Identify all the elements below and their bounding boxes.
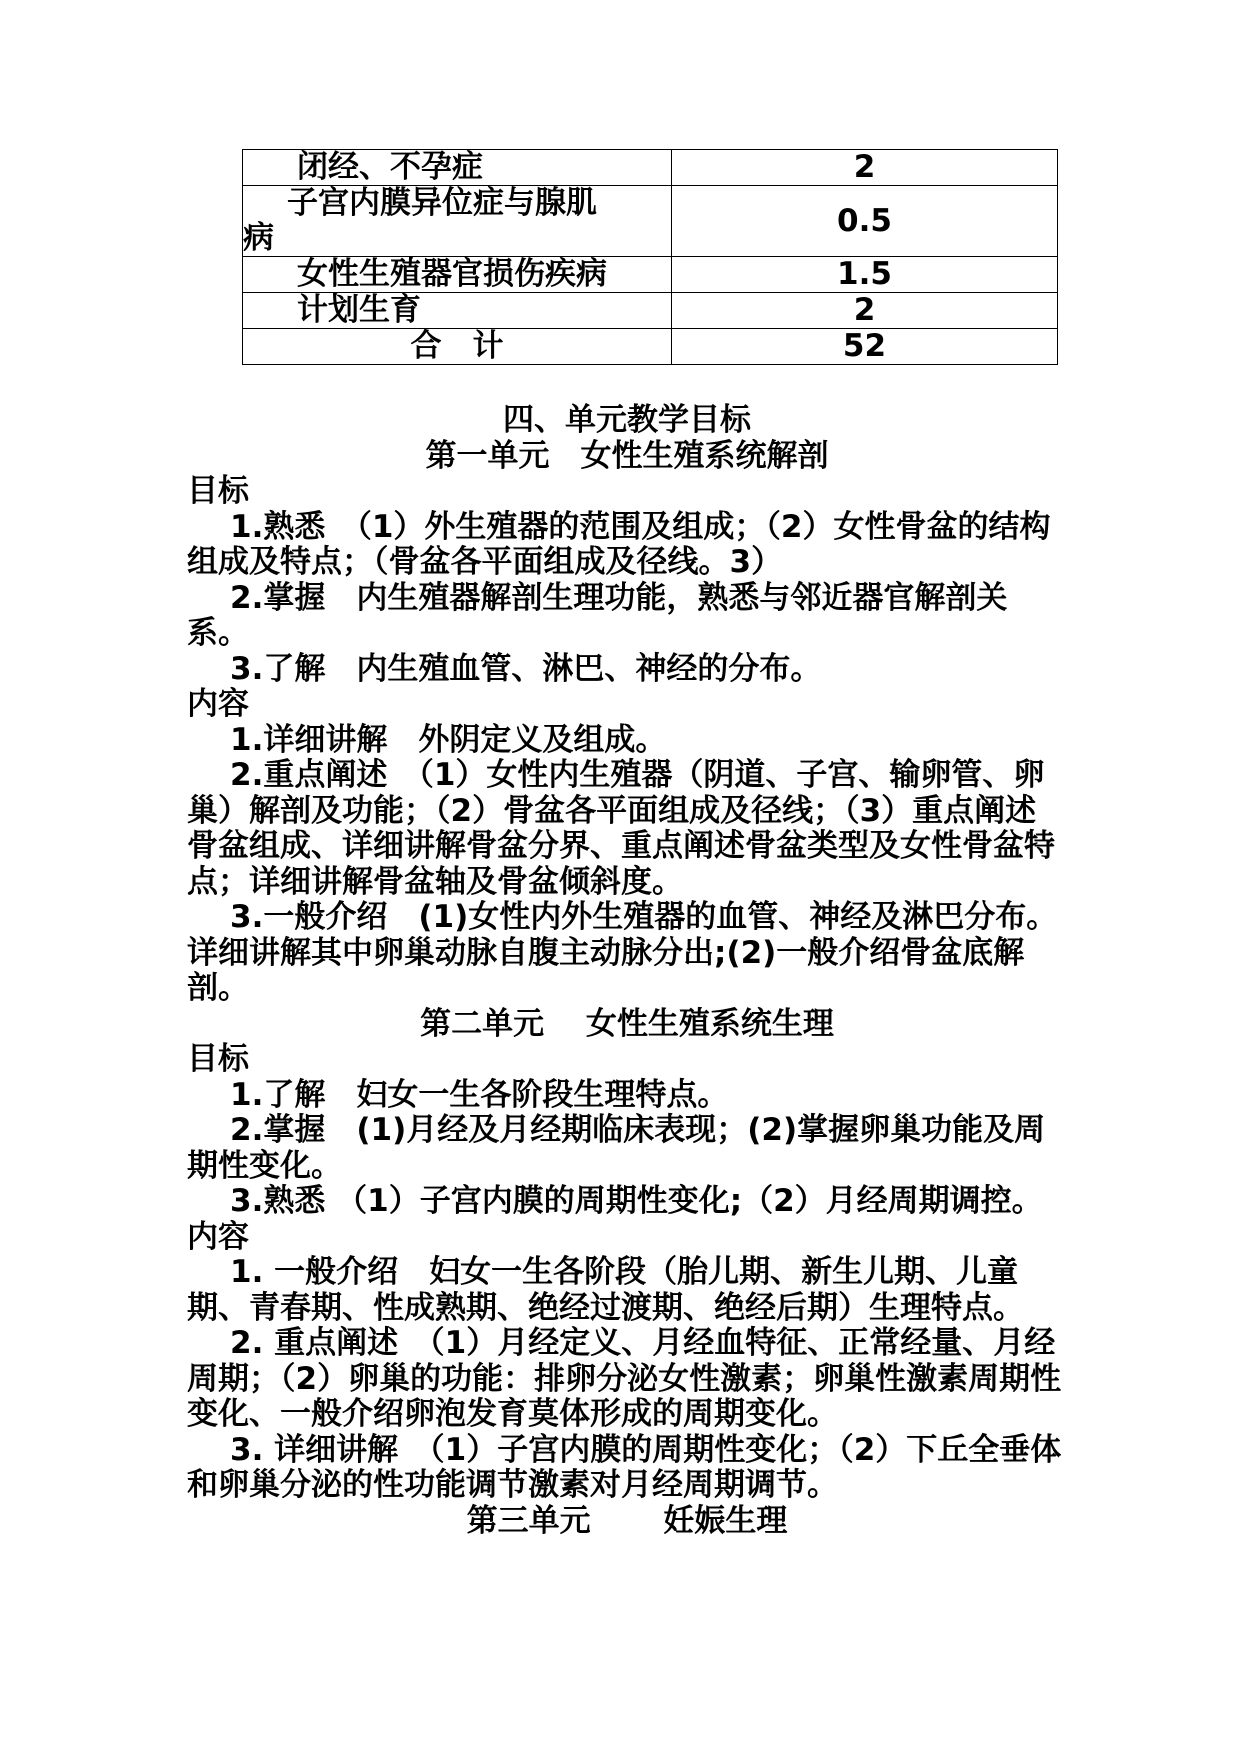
unit2-content-heading: 内容 [187,1218,249,1255]
table-row [243,257,1058,293]
table-cell-total-label: 合 计 [243,329,672,365]
unit1-content-heading: 内容 [187,686,249,722]
table-row [243,150,1058,186]
hours-table [242,149,1058,365]
table-cell-total-hours: 52 [672,329,1058,365]
table-cell-name: 闭经、不孕症 [243,150,672,186]
table-cell-hours: 2 [672,293,1058,329]
unit1-content-3: 3.一般介绍 (1)女性内外生殖器的血管、神经及淋巴分布。详细讲解其中卵巢动脉自腹主动脉分出;(2)一般介绍骨盆底解剖。 [187,899,1058,1006]
unit2-goal-2: 2.掌握 (1)月经及月经期临床表现；(2)掌握卵巢功能及周期性变化。 [187,1112,1046,1184]
unit1-goal-1: 1.熟悉 （1）外生殖器的范围及组成；（2）女性骨盆的结构组成及特点；（骨盆各平面组成及径线。3） [187,508,1051,580]
unit2-goal-heading: 目标 [187,1041,249,1077]
table-cell-hours: 0.5 [672,186,1058,257]
table-cell-name: 子宫内膜异位症与腺肌 病 [243,186,672,257]
unit1-goal-2: 2.掌握 内生殖器解剖生理功能，熟悉与邻近器官解剖关系。 [187,579,1008,651]
unit2-title: 第二单元 女性生殖系统生理 [420,1005,834,1042]
unit1-title: 第一单元 女性生殖系统解剖 [425,437,829,474]
unit2-content-2: 2. 重点阐述 （1）月经定义、月经血特征、正常经量、月经周期；（2）卵巢的功能：排卵分泌女性激素；卵巢性激素周期性变化、一般介绍卵泡发育莫体形成的周期变化。 [187,1325,1062,1432]
unit3-title: 第三单元 妊娠生理 [466,1502,788,1539]
unit2-goal-3: 3.熟悉 （1）子宫内膜的周期性变化;（2）月经周期调控。 [230,1183,1043,1219]
table-cell-hours: 2 [672,150,1058,186]
table-row [243,293,1058,329]
table-cell-name: 女性生殖器官损伤疾病 [243,257,672,293]
unit2-content-1: 1. 一般介绍 妇女一生各阶段（胎儿期、新生儿期、儿童期、青春期、性成熟期、绝经过渡期、绝经后期）生理特点。 [187,1254,1024,1326]
unit1-goal-heading: 目标 [187,473,249,509]
unit2-goal-1: 1.了解 妇女一生各阶段生理特点。 [230,1076,729,1113]
document-body [187,403,1067,1539]
table-cell-name: 计划生育 [243,293,672,329]
section-title: 四、单元教学目标 [503,402,751,438]
table-row-total [243,329,1058,365]
unit2-content-3: 3. 详细讲解 （1）子宫内膜的周期性变化；（2）下丘全垂体和卵巢分泌的性功能调节激素对月经周期调节。 [187,1431,1062,1503]
unit1-goal-3: 3.了解 内生殖血管、淋巴、神经的分布。 [230,650,822,687]
unit1-content-1: 1.详细讲解 外阴定义及组成。 [230,721,667,758]
table-row [243,186,1058,257]
unit1-content-2: 2.重点阐述 （1）女性内生殖器（阴道、子宫、输卵管、卵巢）解剖及功能；（2）骨盆各平面组成及径线；（3）重点阐述骨盆组成、详细讲解骨盆分界、重点阐述骨盆类型及女性骨盆特点；详细讲解骨盆轴及骨盆倾斜度。 [187,757,1055,900]
table-cell-hours: 1.5 [672,257,1058,293]
